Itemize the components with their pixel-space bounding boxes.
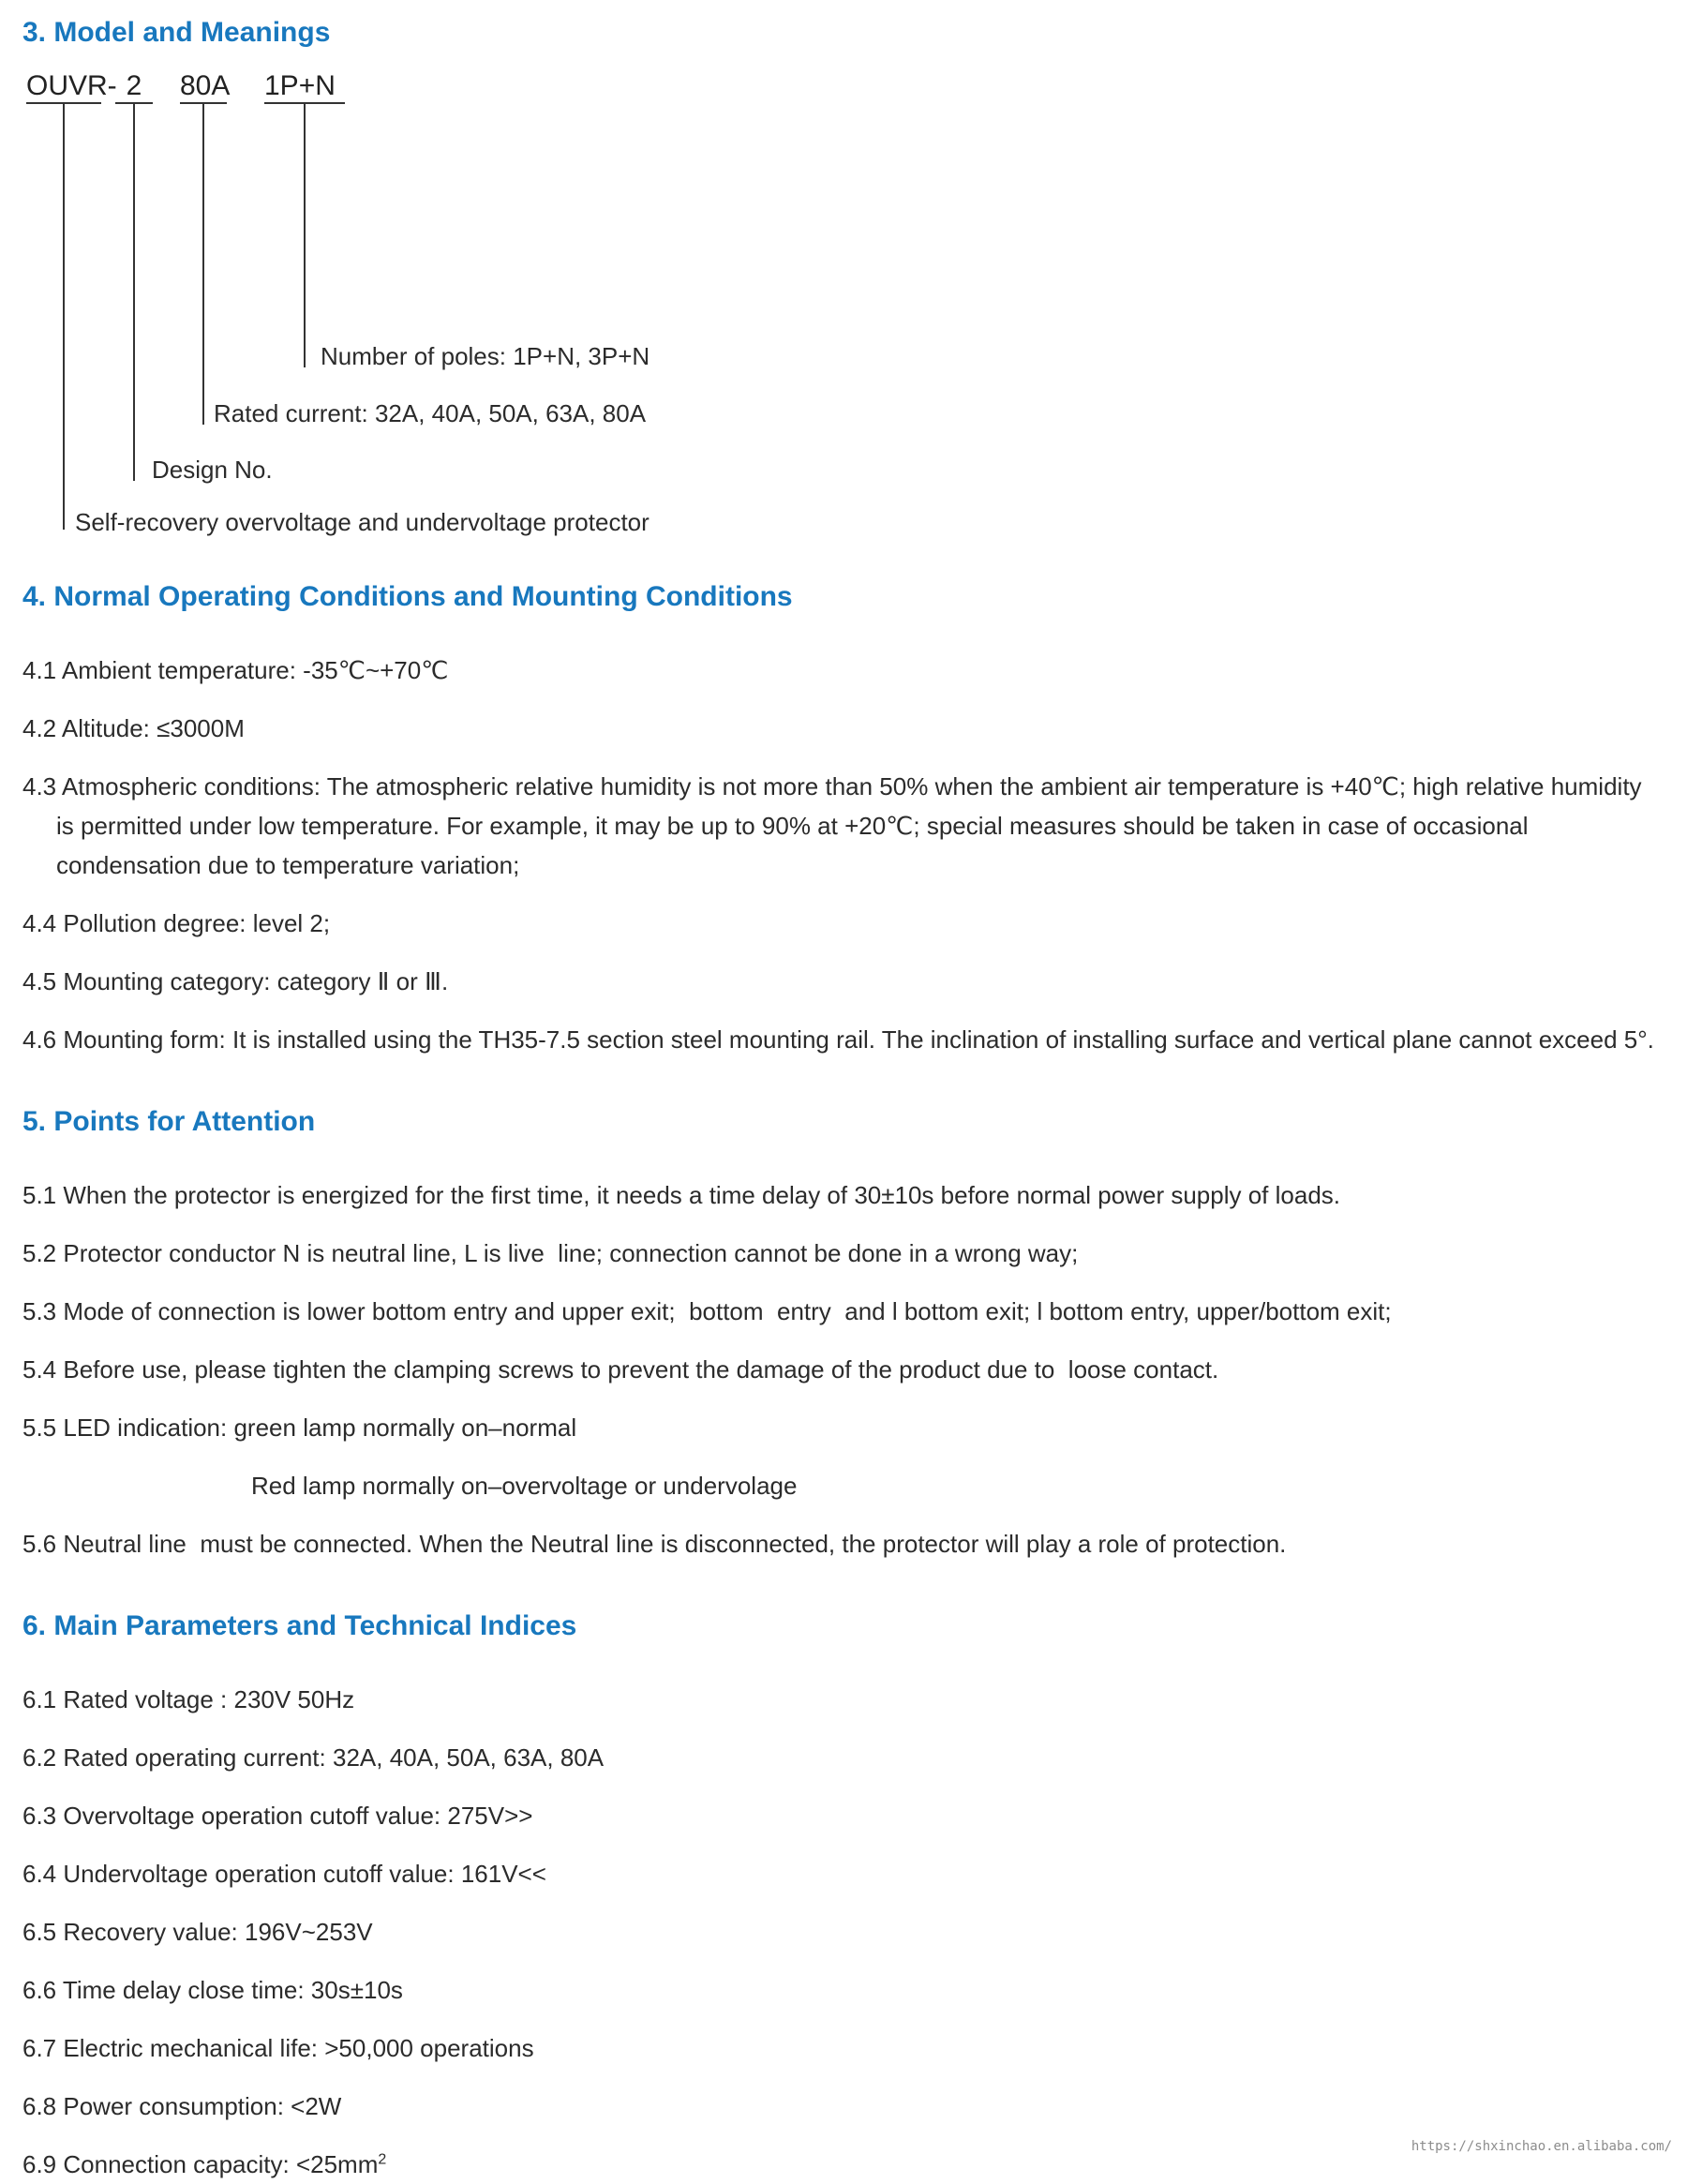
diagram-drop-line-series [63, 104, 65, 530]
item-5-2: 5.2 Protector conductor N is neutral line, L is live line; connection cannot be done in a wrong way; [22, 1239, 1079, 1267]
item-6-8: 6.8 Power consumption: <2W [22, 2092, 342, 2120]
item-5-3: 5.3 Mode of connection is lower bottom entry and upper exit; bottom entry and l bottom exit; l bottom entry, upper/bottom exit; [22, 1297, 1392, 1325]
model-code-diagram [22, 52, 1665, 534]
item-4-2: 4.2 Altitude: ≤3000M [22, 714, 245, 742]
model-part-design-no: 2 [115, 70, 153, 104]
item-6-3: 6.3 Overvoltage operation cutoff value: 275V>> [22, 1802, 533, 1830]
diagram-label-poles: Number of poles: 1P+N, 3P+N [321, 342, 650, 370]
watermark-url: https://shxinchao.en.alibaba.com/ [1411, 2139, 1672, 2154]
section4-heading: 4. Normal Operating Conditions and Mounting Conditions [22, 581, 793, 612]
diagram-label-design-no: Design No. [152, 456, 273, 484]
item-6-6: 6.6 Time delay close time: 30s±10s [22, 1976, 403, 2004]
diagram-drop-line-current [202, 104, 204, 425]
diagram-drop-line-poles [304, 104, 306, 367]
item-4-4: 4.4 Pollution degree: level 2; [22, 909, 331, 937]
item-6-9-text: 6.9 Connection capacity: <25mm [22, 2150, 379, 2178]
item-6-2: 6.2 Rated operating current: 32A, 40A, 50A, 63A, 80A [22, 1743, 605, 1772]
item-4-6: 4.6 Mounting form: It is installed using the TH35-7.5 section steel mounting rail. The inclination of installing surface and vertical plane cannot exceed 5°. [22, 1025, 1654, 1054]
item-5-4: 5.4 Before use, please tighten the clamping screws to prevent the damage of the product due to loose contact. [22, 1355, 1219, 1384]
item-4-3: 4.3 Atmospheric conditions: The atmospheric relative humidity is not more than 50% when the ambient air temperature is +40℃; high relative humidity is permitted under low temperature. For example, it may be up to 90% at +20℃; special measures should be taken in case of occasional condensation due to temperature variation; [22, 772, 1649, 879]
item-6-4: 6.4 Undervoltage operation cutoff value: 161V<< [22, 1860, 546, 1888]
item-6-7: 6.7 Electric mechanical life: >50,000 operations [22, 2034, 534, 2062]
item-5-5: 5.5 LED indication: green lamp normally on–normal [22, 1414, 577, 1442]
model-part-current: 80A [180, 70, 227, 104]
item-5-5-red-lamp: Red lamp normally on–overvoltage or undervolage [251, 1472, 798, 1500]
item-6-1: 6.1 Rated voltage : 230V 50Hz [22, 1685, 355, 1713]
item-5-1: 5.1 When the protector is energized for the first time, it needs a time delay of 30±10s before normal power supply of loads. [22, 1181, 1341, 1209]
diagram-label-rated-current: Rated current: 32A, 40A, 50A, 63A, 80A [214, 399, 647, 427]
item-4-1: 4.1 Ambient temperature: -35℃~+70℃ [22, 656, 449, 684]
item-4-5: 4.5 Mounting category: category Ⅱ or Ⅲ. [22, 967, 449, 995]
model-part-series: OUVR- [26, 70, 101, 104]
item-5-6: 5.6 Neutral line must be connected. When the Neutral line is disconnected, the protector will play a role of protection. [22, 1530, 1287, 1558]
diagram-drop-line-design-no [133, 104, 135, 481]
item-6-9-superscript: 2 [378, 2151, 387, 2168]
section5-heading: 5. Points for Attention [22, 1106, 316, 1137]
diagram-label-series: Self-recovery overvoltage and undervoltage protector [75, 508, 649, 536]
section6-heading: 6. Main Parameters and Technical Indices [22, 1610, 577, 1641]
section3-heading: 3. Model and Meanings [22, 17, 331, 48]
item-6-5: 6.5 Recovery value: 196V~253V [22, 1918, 373, 1946]
model-part-poles: 1P+N [264, 70, 345, 104]
